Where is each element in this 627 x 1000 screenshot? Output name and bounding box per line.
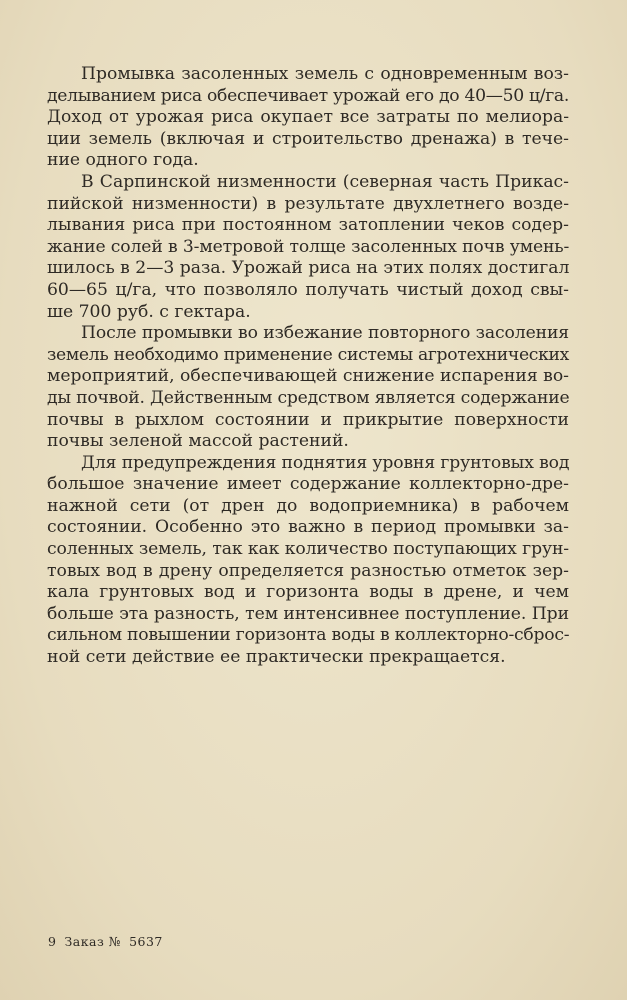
text-line: большое значение имеет содержание коллекторно-дре- xyxy=(47,474,569,495)
text-line: Доход от урожая риса окупает все затраты по мелиора- xyxy=(47,107,569,128)
text-line: почвы зеленой массой растений. xyxy=(47,431,349,452)
text-line: ше 700 руб. с гектара. xyxy=(47,301,251,322)
text-line: шилось в 2—3 раза. Урожай риса на этих полях достигал xyxy=(47,258,570,279)
text-line: сильном повышении горизонта воды в коллекторно-сброс- xyxy=(47,625,570,646)
text-line: нажной сети (от дрен до водоприемника) в рабочем xyxy=(47,495,569,516)
text-line: делыванием риса обеспечивает урожай его до 40—50 ц/га. xyxy=(47,85,569,106)
text-line: После промывки во избежание повторного засоления xyxy=(81,323,569,344)
text-line: мероприятий, обеспечивающей снижение испарения во- xyxy=(47,366,569,387)
text-line: товых вод в дрену определяется разностью отметок зер- xyxy=(47,560,569,581)
text-line: ние одного года. xyxy=(47,150,199,171)
text-line: соленных земель, так как количество поступающих грун- xyxy=(47,539,569,560)
paragraph-3 xyxy=(47,323,569,453)
body-text xyxy=(47,64,569,669)
paragraph-4 xyxy=(47,453,569,669)
text-line: жание солей в 3-метровой толще засоленных почв умень- xyxy=(47,236,570,257)
order-number: 5637 xyxy=(129,934,163,949)
text-line: больше эта разность, тем интенсивнее поступление. При xyxy=(47,603,569,624)
text-line: кала грунтовых вод и горизонта воды в дрене, и чем xyxy=(47,582,569,603)
text-line: ды почвой. Действенным средством является содержание xyxy=(47,387,570,408)
text-line: пийской низменности) в результате двухлетнего возде- xyxy=(47,193,569,214)
order-label: Заказ № xyxy=(64,934,122,949)
text-line: лывания риса при постоянном затоплении чеков содер- xyxy=(47,215,569,236)
paragraph-2 xyxy=(47,172,569,323)
text-line: ции земель (включая и строительство дренажа) в тече- xyxy=(47,128,569,149)
text-line: состоянии. Особенно это важно в период промывки за- xyxy=(47,517,569,538)
text-line: ной сети действие ее практически прекращается. xyxy=(47,647,506,668)
page-number: 9 xyxy=(48,934,57,949)
text-line: В Сарпинской низменности (северная часть Прикас- xyxy=(81,171,569,192)
printer-footer xyxy=(48,934,163,949)
paragraph-1 xyxy=(47,64,569,172)
text-line: 60—65 ц/га, что позволяло получать чистый доход свы- xyxy=(47,279,569,300)
text-line: Для предупреждения поднятия уровня грунтовых вод xyxy=(81,452,570,473)
text-line: Промывка засоленных земель с одновременным воз- xyxy=(81,64,569,84)
text-line: почвы в рыхлом состоянии и прикрытие поверхности xyxy=(47,409,569,430)
text-line: земель необходимо применение системы агротехнических xyxy=(47,344,569,365)
